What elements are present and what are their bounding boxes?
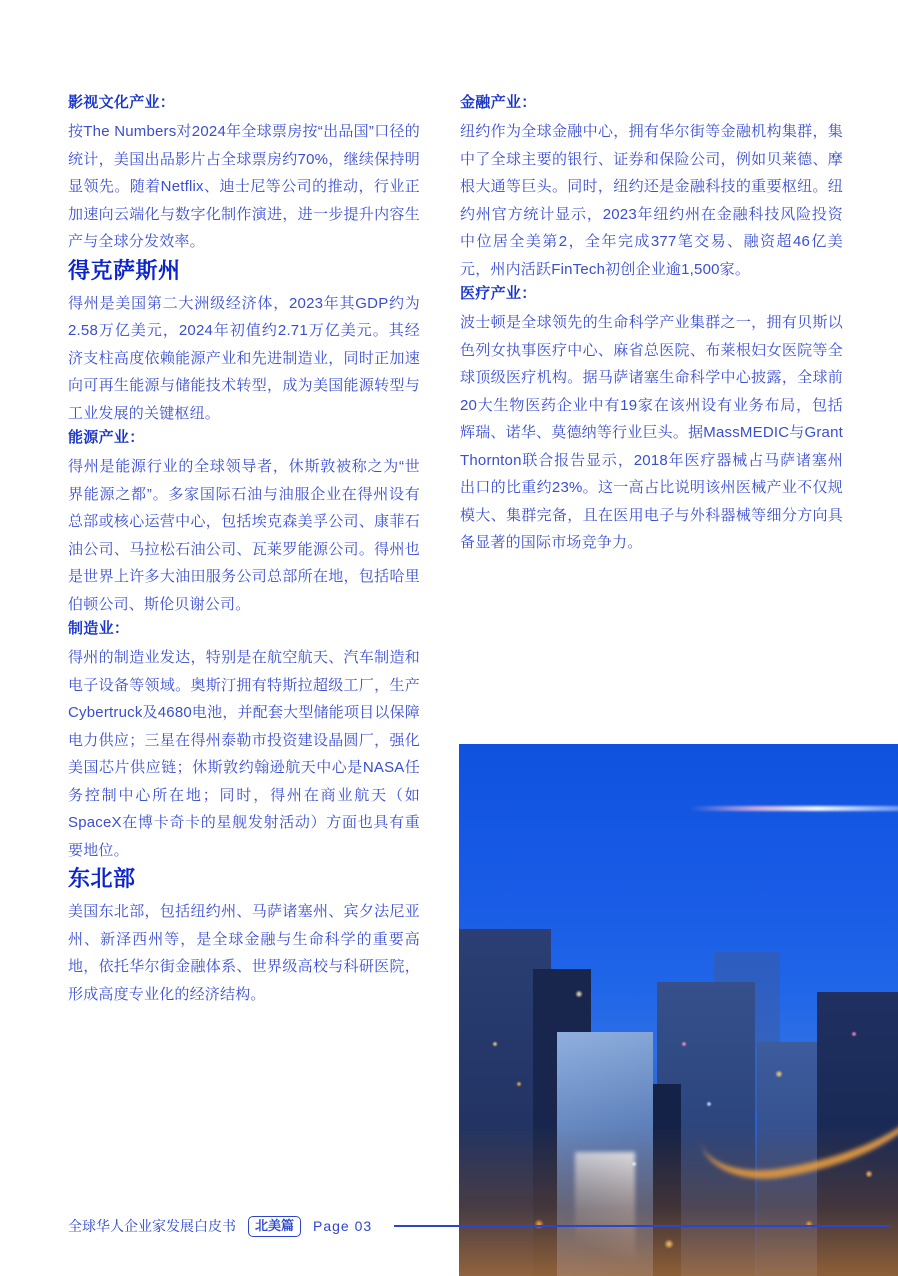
- body-texas: 得州是美国第二大洲级经济体，2023年其GDP约为2.58万亿美元，2024年初值约2.71万亿美元。其经济支柱高度依赖能源产业和先进制造业，同时正加速向可再生能源与储能技术转型，成为美国能源转型与工业发展的关键枢纽。: [68, 294, 420, 422]
- body-medical-industry: 波士顿是全球领先的生命科学产业集群之一，拥有贝斯以色列女执事医疗中心、麻省总医院、布莱根妇女医院等全球顶级医疗机构。据马萨诸塞生命科学中心披露，全球前20大生物医药企业中有19家在该州设有业务布局，包括辉瑞、诺华、莫德纳等行业巨头。据MassMEDIC与Grant Thornton联合报告显示，2018年医疗器械占马萨诸塞州出口的比重约23%。这一高占比说明该州医械产业不仅规模大、集群完备，且在医用电子与外科器械等细分方向具备显著的国际市场竞争力。: [460, 314, 843, 551]
- left-column: [68, 92, 420, 1008]
- heading-finance-industry: 金融产业：: [460, 94, 537, 111]
- footer-edition-badge: 北美篇: [248, 1216, 301, 1237]
- city-skyline-night-photo: [459, 744, 898, 1276]
- heading-northeast: 东北部: [68, 866, 136, 891]
- heading-energy-industry: 能源产业：: [68, 429, 145, 446]
- body-manufacturing: 得州的制造业发达，特别是在航空航天、汽车制造和电子设备等领域。奥斯汀拥有特斯拉超级工厂，生产Cybertruck及4680电池，并配套大型储能项目以保障电力供应；三星在得州泰勒市投资建设晶圆厂，强化美国芯片供应链；休斯敦约翰逊航天中心是NASA任务控制中心所在地；同时，得州在商业航天（如SpaceX在博卡奇卡的星舰发射活动）方面也具有重要地位。: [68, 649, 420, 859]
- heading-manufacturing: 制造业：: [68, 620, 130, 637]
- heading-texas: 得克萨斯州: [68, 257, 181, 283]
- footer-divider-line: [394, 1225, 890, 1227]
- right-column: [460, 92, 843, 557]
- heading-film-industry: 影视文化产业：: [68, 94, 176, 111]
- body-northeast: 美国东北部，包括纽约州、马萨诸塞州、宾夕法尼亚州、新泽西州等，是全球金融与生命科学的重要高地，依托华尔街金融体系、世界级高校与科研医院，形成高度专业化的经济结构。: [68, 903, 420, 1003]
- body-energy-industry: 得州是能源行业的全球领导者，休斯敦被称之为“世界能源之都”。多家国际石油与油服企业在得州设有总部或核心运营中心，包括埃克森美孚公司、康菲石油公司、马拉松石油公司、瓦莱罗能源公司。得州也是世界上许多大油田服务公司总部所在地，包括哈里伯顿公司、斯伦贝谢公司。: [68, 458, 420, 613]
- city-lights: [459, 744, 898, 1276]
- footer-title: 全球华人企业家发展白皮书: [68, 1218, 236, 1234]
- footer-page-number: Page 03: [313, 1218, 373, 1234]
- page-footer: [68, 1214, 890, 1238]
- heading-medical-industry: 医疗产业：: [460, 285, 537, 302]
- body-film-industry: 按The Numbers对2024年全球票房按“出品国”口径的统计，美国出品影片占全球票房约70%，继续保持明显领先。随着Netflix、迪士尼等公司的推动，行业正加速向云端化与数字化制作演进，进一步提升内容生产与全球分发效率。: [68, 123, 420, 250]
- body-finance-industry: 纽约作为全球金融中心，拥有华尔街等金融机构集群，集中了全球主要的银行、证券和保险公司，例如贝莱德、摩根大通等巨头。同时，纽约还是金融科技的重要枢纽。纽约州官方统计显示，2023年纽约州在金融科技风险投资中位居全美第2，全年完成377笔交易、融资超46亿美元，州内活跃FinTech初创企业逾1,500家。: [460, 123, 843, 278]
